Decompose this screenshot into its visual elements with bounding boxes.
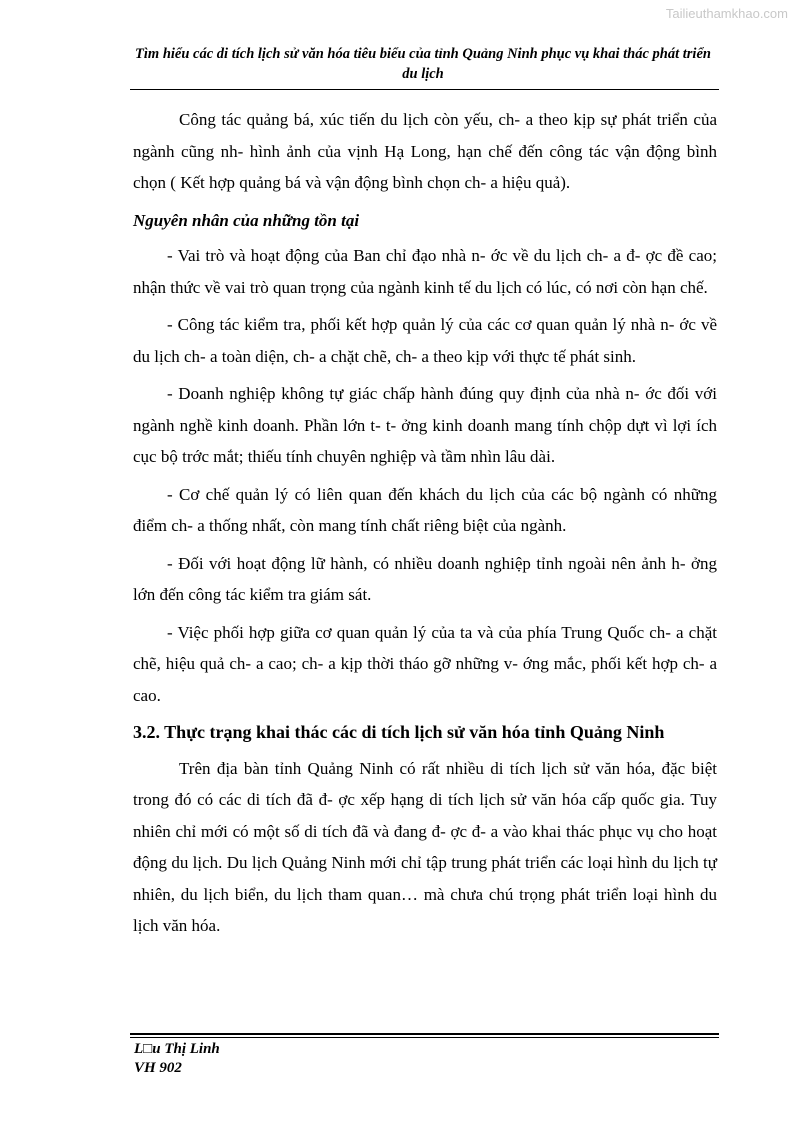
cause-item: - Công tác kiểm tra, phối kết hợp quản lý của các cơ quan quản lý nhà n- ớc về du lịch ch- a toàn diện, ch- a chặt chẽ, ch- a theo kịp với thực tế phát sinh. [133, 315, 717, 366]
page-body [133, 104, 717, 948]
footer-class-code: VH 902 [134, 1060, 182, 1076]
section-paragraph: Trên địa bàn tỉnh Quảng Ninh có rất nhiều di tích lịch sử văn hóa, đặc biệt trong đó có các di tích đã đ- ợc xếp hạng di tích lịch sử văn hóa cấp quốc gia. Tuy nhiên chỉ mới có một số di tích đã và đang đ- ợc đ- a vào khai thác phục vụ cho hoạt động du lịch. Du lịch Quảng Ninh mới chỉ tập trung phát triển các loại hình du lịch tự nhiên, du lịch biển, du lịch tham quan… mà chưa chú trọng phát triển loại hình du lịch văn hóa. [133, 758, 717, 935]
footer-author: L□u Thị Linh [134, 1041, 220, 1057]
causes-heading: Nguyên nhân của những tồn tại [133, 210, 360, 230]
cause-item: - Việc phối hợp giữa cơ quan quản lý của ta và của phía Trung Quốc ch- a chặt chẽ, hiệu quả ch- a cao; ch- a kịp thời tháo gỡ những v- ớng mắc, phối kết hợp ch- a cao. [133, 622, 717, 705]
footer-rule [130, 1033, 719, 1035]
intro-paragraph: Công tác quảng bá, xúc tiến du lịch còn yếu, ch- a theo kịp sự phát triển của ngành cũng nh- hình ảnh của vịnh Hạ Long, hạn chế đến công tác vận động bình chọn ( Kết hợp quảng bá và vận động bình chọn ch- a hiệu quả). [133, 110, 717, 192]
page-footer [134, 1040, 220, 1078]
footer-rule-thin [130, 1037, 719, 1038]
running-header: Tìm hiểu các di tích lịch sử văn hóa tiêu biểu của tỉnh Quảng Ninh phục vụ khai thác phát triển du lịch [135, 46, 711, 82]
watermark: Tailieuthamkhao.com [665, 6, 788, 21]
header-rule [130, 89, 719, 90]
cause-item: - Cơ chế quản lý có liên quan đến khách du lịch của các bộ ngành có những điểm ch- a thống nhất, còn mang tính chất riêng biệt của ngành. [133, 484, 717, 535]
cause-item: - Doanh nghiệp không tự giác chấp hành đúng quy định của nhà n- ớc đối với ngành nghề kinh doanh. Phần lớn t- t- ởng kinh doanh mang tính chộp dựt vì lợi ích cục bộ trớc mắt; thiếu tính chuyên nghiệp và tầm nhìn lâu dài. [133, 384, 717, 466]
cause-item: - Đối với hoạt động lữ hành, có nhiều doanh nghiệp tỉnh ngoài nên ảnh h- ởng lớn đến công tác kiểm tra giám sát. [133, 553, 717, 604]
section-heading: 3.2. Thực trạng khai thác các di tích lịch sử văn hóa tỉnh Quảng Ninh [133, 722, 665, 742]
cause-item: - Vai trò và hoạt động của Ban chỉ đạo nhà n- ớc về du lịch ch- a đ- ợc đề cao; nhận thức về vai trò quan trọng của ngành kinh tế du lịch có lúc, có nơi còn hạn chế. [133, 246, 717, 297]
